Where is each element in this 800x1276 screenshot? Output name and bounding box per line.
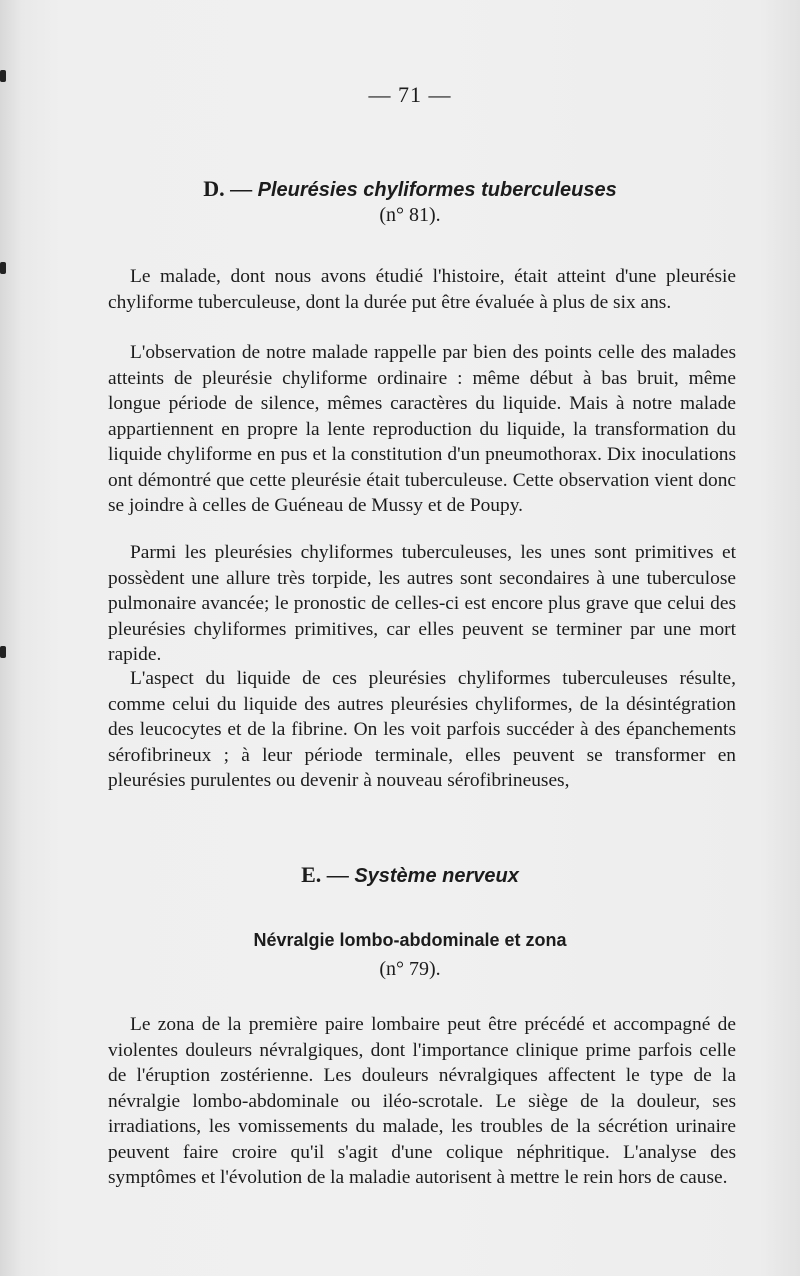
section-heading-e	[0, 862, 800, 888]
paragraph: L'observation de notre malade rappelle par bien des points celle des malades atteints de pleurésie chyliforme ordinaire : même début à bas bruit, même longue période de silence, mêmes caractères du liquide. Mais à notre malade appartiennent en propre la lente reproduction du liquide, la transformation du liquide chyliforme en pus et la constitution d'un pneumothorax. Dix inoculations ont démontré que cette pleurésie était tuberculeuse. Cette observation vient donc se joindre à celles de Guéneau de Mussy et de Poupy.	[108, 342, 736, 516]
paragraph: L'aspect du liquide de ces pleurésies chyliformes tuberculeuses résulte, comme celui du liquide des autres pleurésies chyliformes, de la désintégration des leucocytes et de la fibrine. On les voit parfois succéder à des épanchements sérofibrineux ; à leur période terminale, elles peuvent se transformer en pleurésies purulentes ou devenir à nouveau sérofibrineuses,	[108, 668, 736, 791]
section-prefix: E. —	[301, 862, 355, 887]
section-title: Pleurésies chyliformes tuberculeuses	[257, 179, 617, 201]
paragraph: Parmi les pleurésies chyliformes tuberculeuses, les unes sont primitives et possèdent une allure très torpide, les autres sont secondaires à une tuberculose pulmonaire avancée; le pronostic de celles-ci est encore plus grave que celui des pleurésies chyliformes primitives, car elles peuvent se terminer par une mort rapide.	[108, 542, 736, 665]
section-prefix: D. —	[203, 176, 258, 201]
margin-mark	[0, 646, 6, 658]
paragraph: Le malade, dont nous avons étudié l'histoire, était atteint d'une pleurésie chyliforme tuberculeuse, dont la durée put être évaluée à plus de six ans.	[108, 266, 736, 313]
section-heading-d	[0, 176, 800, 202]
margin-mark	[0, 70, 6, 82]
paragraph: Le zona de la première paire lombaire peut être précédé et accompagné de violentes douleurs névralgiques, dont l'importance clinique prime parfois celle de l'éruption zostérienne. Les douleurs névralgiques affectent le type de la névralgie lombo-abdominale ou iléo-scrotale. Le siège de la douleur, ses irradiations, les vomissements du malade, les troubles de la sécrétion urinaire peuvent faire croire qu'il s'agit d'une colique néphritique. L'analyse des symptômes et l'évolution de la maladie autorisent à mettre le rein hors de cause.	[108, 1014, 736, 1188]
section-title: Système nerveux	[354, 865, 519, 887]
margin-mark	[0, 262, 6, 274]
subsection-reference: (n° 79).	[379, 958, 441, 980]
subsection-title: Névralgie lombo-abdominale et zona	[253, 930, 567, 950]
page-number: — 71 —	[368, 82, 452, 107]
section-reference: (n° 81).	[379, 204, 441, 226]
